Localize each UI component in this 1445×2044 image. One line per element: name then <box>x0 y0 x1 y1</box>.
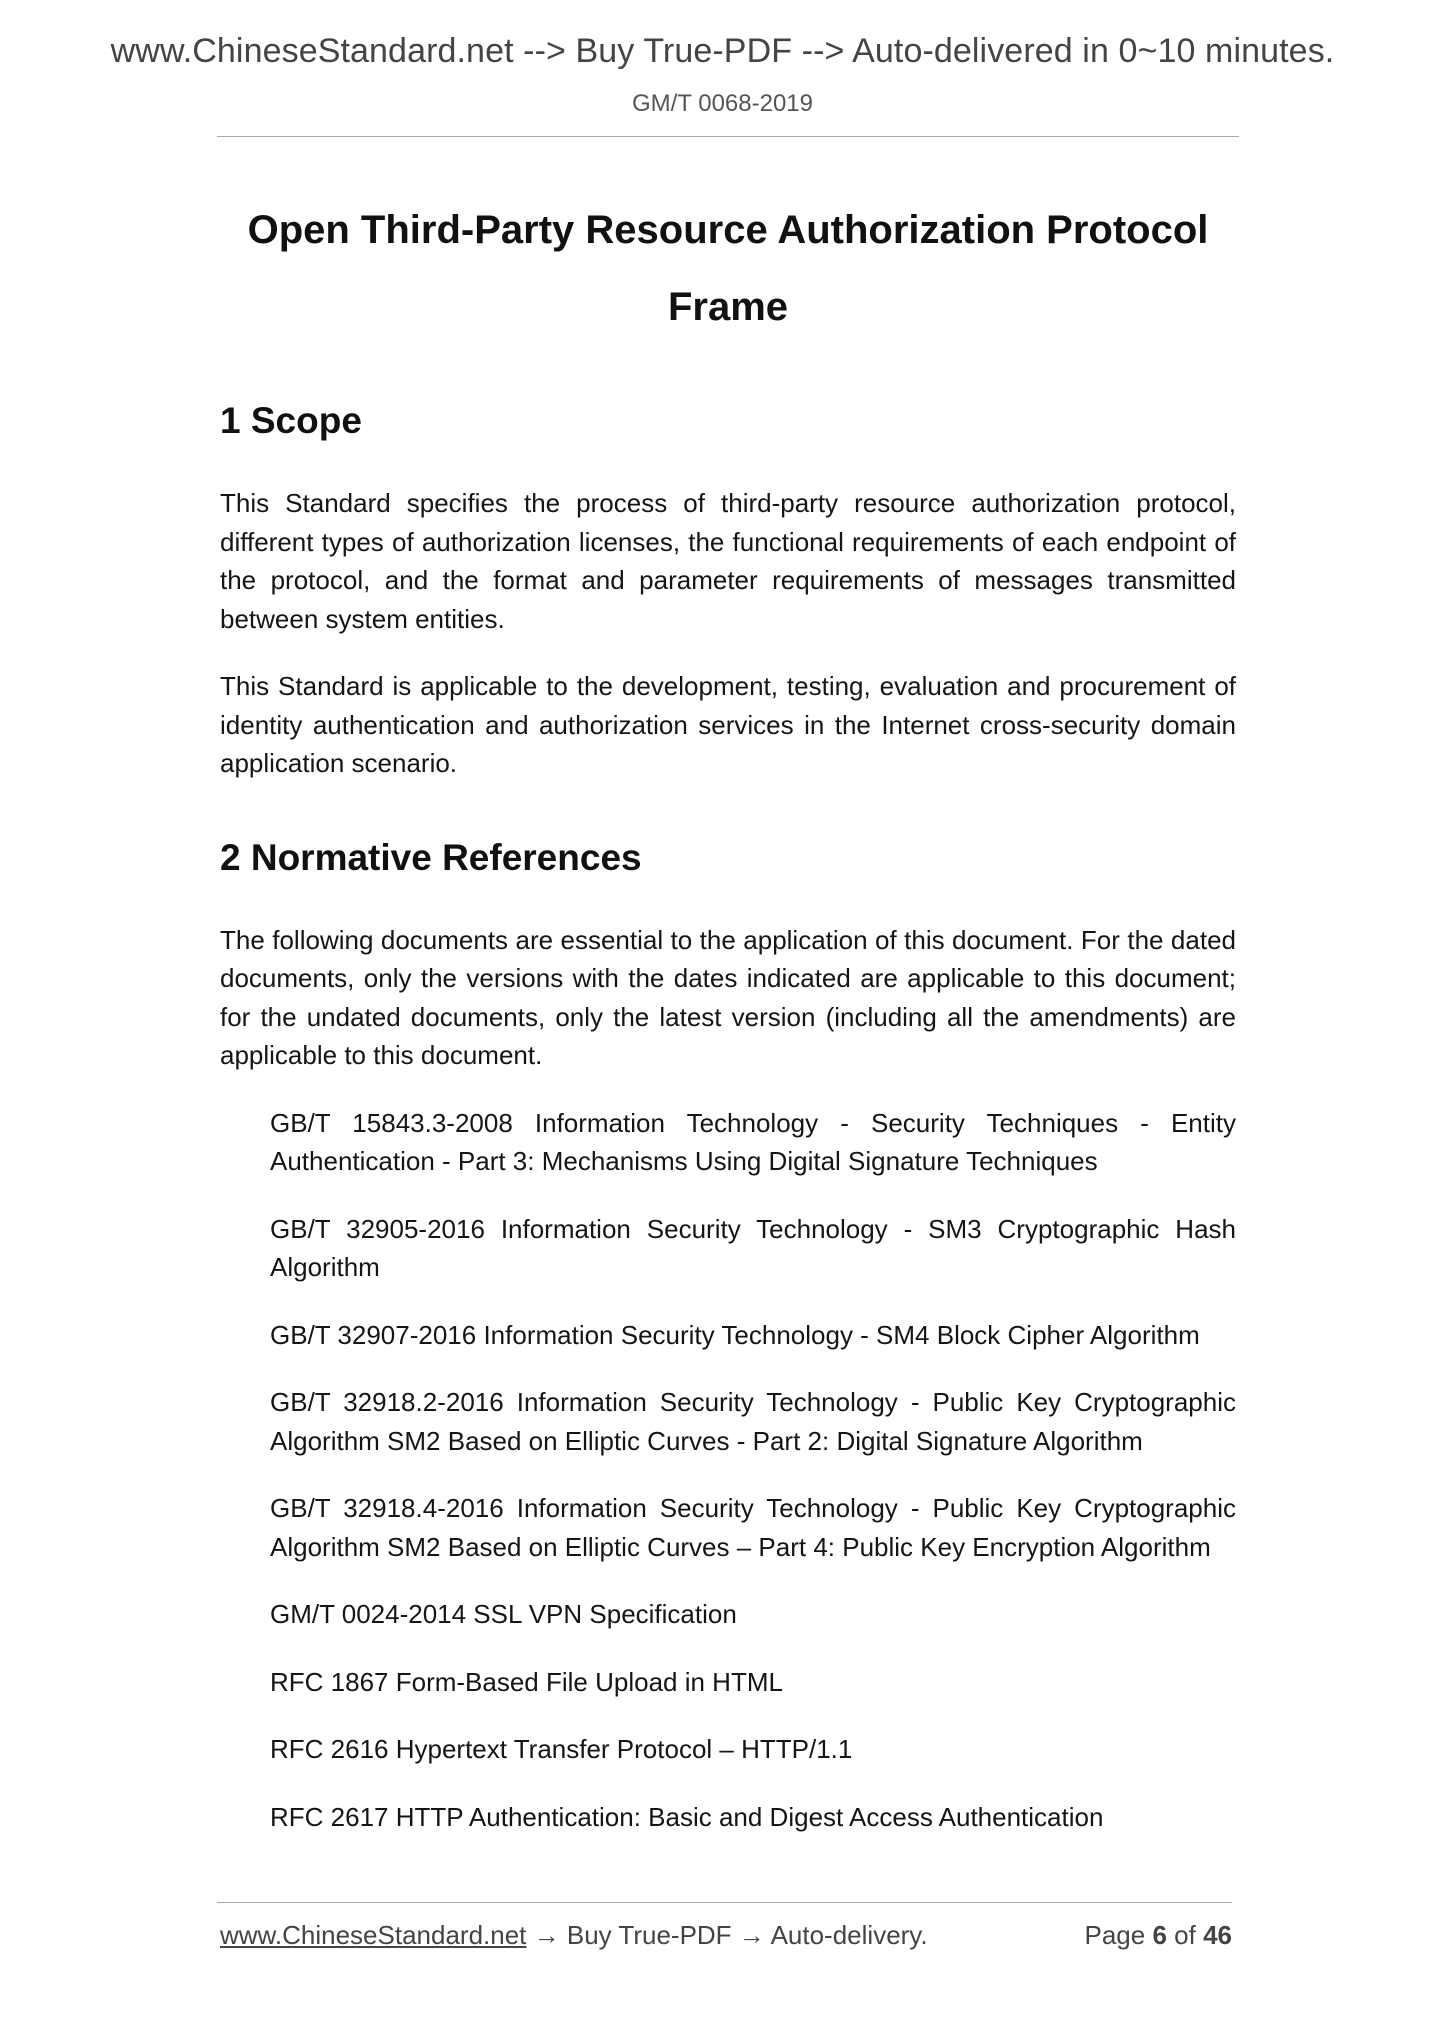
section-heading-normative-references: 2 Normative References <box>220 836 642 878</box>
footer-promo <box>220 1920 928 1951</box>
page-number <box>1084 1920 1232 1951</box>
normative-intro-paragraph: The following documents are essential to the application of this document. For the dated documents, only the versions with the dates indicated are applicable to this document; for the undated documents, only the latest version (including all the amendments) are applicable to this document. <box>220 924 1236 1070</box>
footer-promo-text: → Buy True-PDF → Auto-delivery. <box>526 1920 928 1950</box>
document-body <box>220 400 1236 1865</box>
scope-paragraph: This Standard is applicable to the development, testing, evaluation and procurement of identity authentication and authorization services in the Internet cross-security domain application scenario. <box>220 671 1236 778</box>
reference-item: GB/T 32907-2016 Information Security Technology - SM4 Block Cipher Algorithm <box>270 1319 1200 1350</box>
document-id: GM/T 0068-2019 <box>632 90 813 117</box>
section-heading-scope: 1 Scope <box>220 400 362 441</box>
page-of-label: of <box>1174 1920 1196 1950</box>
promo-banner[interactable]: www.ChineseStandard.net --> Buy True-PDF --> Auto-delivered in 0~10 minutes. <box>110 32 1335 70</box>
reference-item: GB/T 32905-2016 Information Security Technology - SM3 Cryptographic Hash Algorithm <box>270 1213 1236 1282</box>
reference-item: RFC 1867 Form-Based File Upload in HTML <box>270 1666 783 1697</box>
reference-item: GB/T 15843.3-2008 Information Technology - Security Techniques - Entity Authentication - Part 3: Mechanisms Using Digital Signature Techniques <box>270 1107 1236 1176</box>
header-divider <box>217 136 1239 137</box>
title-line-1: Open Third-Party Resource Authorization Protocol <box>247 208 1209 252</box>
footer-divider <box>217 1902 1232 1903</box>
reference-item: GB/T 32918.4-2016 Information Security Technology - Public Key Cryptographic Algorithm SM2 Based on Elliptic Curves – Part 4: Public Key Encryption Algorithm <box>270 1493 1236 1562</box>
reference-item: RFC 2616 Hypertext Transfer Protocol – HTTP/1.1 <box>270 1734 853 1764</box>
reference-item: RFC 2617 HTTP Authentication: Basic and Digest Access Authentication <box>270 1801 1104 1832</box>
page-total: 46 <box>1203 1920 1232 1950</box>
footer-site-link[interactable]: www.ChineseStandard.net <box>220 1920 527 1950</box>
document-title <box>220 192 1236 346</box>
page-footer <box>220 1920 1232 1956</box>
page-label: Page <box>1084 1920 1146 1950</box>
reference-item: GM/T 0024-2014 SSL VPN Specification <box>270 1599 737 1629</box>
title-line-2: Frame <box>667 285 789 329</box>
scope-paragraph: This Standard specifies the process of third-party resource authorization protocol, different types of authorization licenses, the functional requirements of each endpoint of the protocol, and the format and parameter requirements of messages transmitted between system entities. <box>220 488 1236 634</box>
reference-item: GB/T 32918.2-2016 Information Security Technology - Public Key Cryptographic Algorithm SM2 Based on Elliptic Curves - Part 2: Digital Signature Algorithm <box>270 1387 1236 1456</box>
page-current: 6 <box>1152 1920 1167 1950</box>
